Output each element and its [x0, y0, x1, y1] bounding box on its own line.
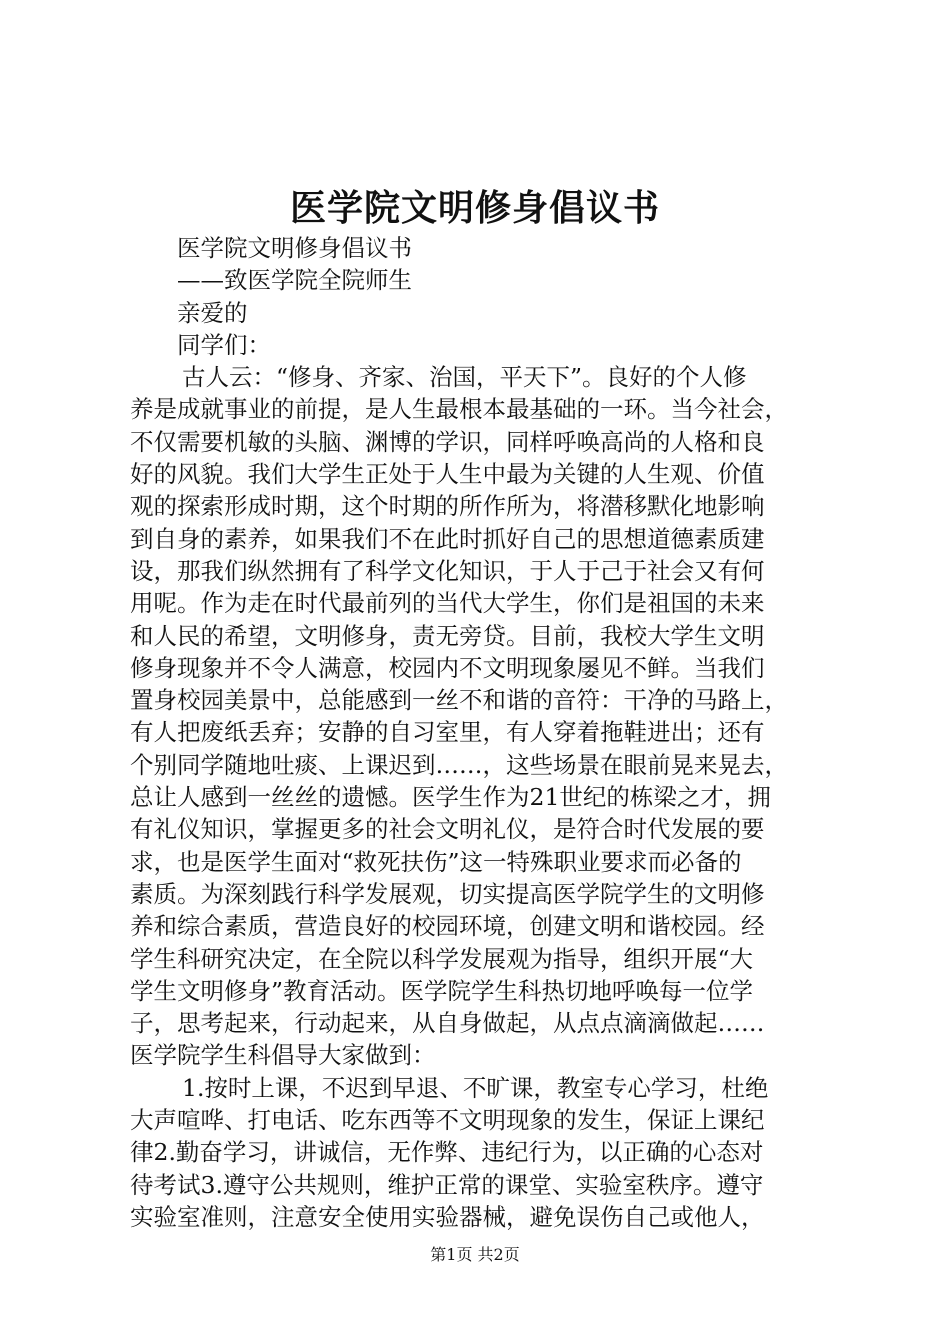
- paragraph-line: 学生科研究决定，在全院以科学发展观为指导，组织开展“大: [130, 944, 754, 973]
- list-line: 律2.勤奋学习，讲诚信，无作弊、违纪行为，以正确的心态对: [130, 1138, 764, 1167]
- paragraph-line: 修身现象并不令人满意，校园内不文明现象屡见不鲜。当我们: [130, 653, 765, 682]
- document-body: [130, 232, 840, 1233]
- paragraph-line: 到自身的素养，如果我们不在此时抓好自己的思想道德素质建: [130, 524, 765, 553]
- paragraph-line: 子，思考起来，行动起来，从自身做起，从点点滴滴做起……: [130, 1009, 765, 1038]
- paragraph-line: 置身校园美景中，总能感到一丝不和谐的音符：干净的马路上，: [130, 686, 788, 715]
- header-line: ——致医学院全院师生: [177, 266, 412, 295]
- page-title: 医学院文明修身倡议书: [289, 187, 660, 229]
- paragraph-line: 养是成就事业的前提，是人生最根本最基础的一环。当今社会，: [130, 395, 788, 424]
- paragraph-line: 古人云：“修身、齐家、治国，平天下”。良好的个人修: [182, 363, 747, 392]
- header-line: 同学们：: [177, 330, 271, 359]
- list-line: 待考试3.遵守公共规则，维护正常的课堂、实验室秩序。遵守: [130, 1170, 764, 1199]
- paragraph-line: 医学院学生科倡导大家做到：: [130, 1041, 436, 1070]
- header-line: 亲爱的: [177, 298, 248, 327]
- list-line: 1.按时上课，不迟到早退、不旷课，教室专心学习，杜绝: [182, 1073, 769, 1102]
- paragraph-line: 不仅需要机敏的头脑、渊博的学识，同样呼唤高尚的人格和良: [130, 427, 765, 456]
- paragraph-line: 和人民的希望，文明修身，责无旁贷。目前，我校大学生文明: [130, 621, 765, 650]
- header-line: 医学院文明修身倡议书: [177, 234, 412, 262]
- paragraph-line: 个别同学随地吐痰、上课迟到……，这些场景在眼前晃来晃去，: [130, 750, 788, 779]
- paragraph-line: 有礼仪知识，掌握更多的社会文明礼仪，是符合时代发展的要: [130, 815, 765, 844]
- paragraph-line: 有人把废纸丢弃；安静的自习室里，有人穿着拖鞋进出；还有: [130, 718, 765, 747]
- paragraph-line: 总让人感到一丝丝的遗憾。医学生作为21世纪的栋梁之才，拥: [130, 783, 771, 812]
- list-line: 大声喧哗、打电话、吃东西等不文明现象的发生，保证上课纪: [130, 1106, 765, 1135]
- page-number-footer: 第1页 共2页: [430, 1245, 520, 1264]
- paragraph-line: 求，也是医学生面对“救死扶伤”这一特殊职业要求而必备的: [130, 847, 742, 876]
- paragraph-line: 素质。为深刻践行科学发展观，切实提高医学院学生的文明修: [130, 879, 765, 908]
- paragraph-line: 养和综合素质，营造良好的校园环境，创建文明和谐校园。经: [130, 912, 765, 941]
- paragraph-line: 设，那我们纵然拥有了科学文化知识，于人于己于社会又有何: [130, 556, 765, 585]
- paragraph-line: 观的探索形成时期，这个时期的所作所为，将潜移默化地影响: [130, 492, 765, 521]
- paragraph-line: 用呢。作为走在时代最前列的当代大学生，你们是祖国的未来: [130, 589, 765, 618]
- paragraph-line: 好的风貌。我们大学生正处于人生中最为关键的人生观、价值: [130, 460, 765, 489]
- list-line: 实验室准则，注意安全使用实验器械，避免误伤自己或他人，: [130, 1202, 765, 1231]
- paragraph-line: 学生文明修身”教育活动。医学院学生科热切地呼唤每一位学: [130, 976, 754, 1005]
